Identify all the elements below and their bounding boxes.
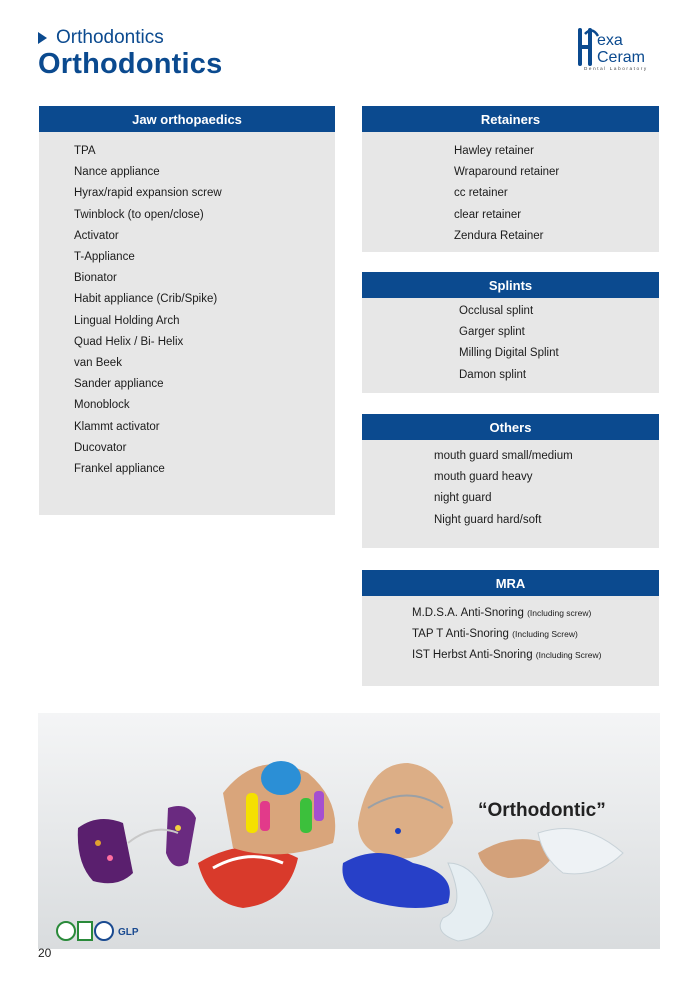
others-list	[434, 446, 573, 531]
logo-tagline: Dental Laboratory	[584, 66, 648, 71]
list-item: Occlusal splint	[459, 305, 534, 317]
list-item: Klammt activator	[74, 420, 160, 433]
list-item: Frankel appliance	[74, 463, 165, 476]
jaw-list	[74, 141, 222, 480]
list-item: M.D.S.A. Anti-Snoring (Including screw)	[412, 607, 592, 619]
list-item: Garger splint	[459, 326, 525, 339]
list-item: cc retainer	[454, 187, 508, 200]
list-item: Hyrax/rapid expansion screw	[74, 187, 222, 200]
cert-badge-icon	[95, 922, 113, 940]
list-item: van Beek	[74, 357, 122, 370]
breadcrumb-label: Orthodontics	[56, 27, 164, 48]
glp-badge: GLP	[118, 927, 139, 938]
splints-list	[459, 301, 559, 386]
list-item: Activator	[74, 229, 119, 242]
card-header: Others	[362, 414, 659, 440]
list-item: TAP T Anti-Snoring (Including Screw)	[412, 628, 578, 641]
card-jaw-orthopaedics	[39, 106, 335, 515]
list-item: night guard	[434, 492, 492, 505]
list-item: Hawley retainer	[454, 145, 534, 157]
list-item: Sander appliance	[74, 378, 164, 391]
triangle-bullet-icon	[38, 32, 47, 44]
list-item: Ducovator	[74, 441, 127, 454]
list-item: Habit appliance (Crib/Spike)	[74, 293, 218, 306]
list-item: Lingual Holding Arch	[74, 314, 180, 327]
list-item: Zendura Retainer	[454, 229, 544, 242]
cert-badge-icon	[57, 922, 75, 940]
mra-list	[412, 603, 601, 667]
list-item: Twinblock (to open/close)	[74, 208, 204, 221]
list-item: Nance appliance	[74, 166, 160, 179]
card-header: Jaw orthopaedics	[39, 106, 335, 132]
list-item: mouth guard heavy	[434, 471, 533, 484]
page-number: 20	[38, 946, 52, 960]
list-item: T-Appliance	[74, 251, 135, 264]
hexaceram-logo	[576, 26, 676, 72]
list-item: Quad Helix / Bi- Helix	[74, 335, 184, 348]
list-item: IST Herbst Anti-Snoring (Including Screw)	[412, 649, 602, 662]
card-retainers	[362, 106, 659, 252]
cert-badge-icon	[78, 922, 92, 940]
list-item: Bionator	[74, 272, 117, 285]
list-item: TPA	[74, 145, 96, 157]
logo-text-2: Ceram	[597, 49, 646, 66]
list-item: clear retainer	[454, 208, 522, 221]
card-mra	[362, 570, 659, 686]
list-item: Milling Digital Splint	[459, 347, 559, 360]
page-title: Orthodontics	[38, 48, 223, 80]
card-header: Splints	[362, 272, 659, 298]
list-item: Monoblock	[74, 399, 130, 412]
photo-caption: “Orthodontic”	[478, 800, 606, 821]
card-splints	[362, 272, 659, 393]
card-header: Retainers	[362, 106, 659, 132]
logo-text-1: exa	[597, 32, 623, 49]
list-item: Damon splint	[459, 368, 527, 381]
card-others	[362, 414, 659, 548]
orthodontic-products-photo	[38, 713, 660, 949]
list-item: Wraparound retainer	[454, 166, 560, 179]
list-item: Night guard hard/soft	[434, 513, 542, 526]
retainers-list	[454, 141, 559, 247]
card-header: MRA	[362, 570, 659, 596]
breadcrumb	[38, 27, 164, 49]
list-item: mouth guard small/medium	[434, 450, 573, 462]
